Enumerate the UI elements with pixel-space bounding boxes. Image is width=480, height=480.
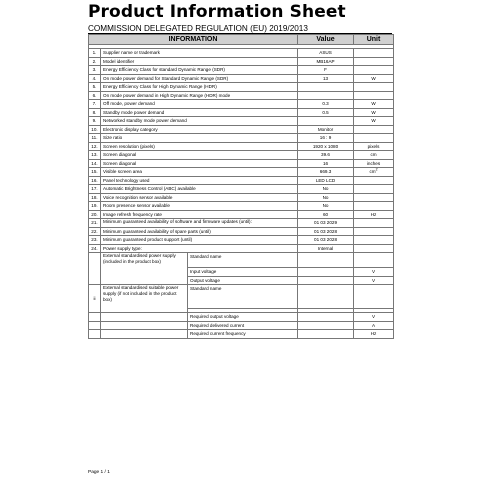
row-label: Standby mode power demand: [101, 108, 298, 117]
row-unit: [354, 66, 394, 75]
row-number: 1.: [89, 49, 101, 58]
ps-external-value-0: [298, 285, 354, 309]
ps-internal-label-0: Standard name: [188, 253, 298, 268]
row-unit: [354, 244, 394, 253]
table-row: [89, 134, 394, 143]
ps-internal-unit-2: V: [354, 276, 394, 285]
row-unit-text: pixels: [367, 143, 380, 149]
row-number: 7.: [89, 100, 101, 109]
ps-external-unit-2: A: [354, 321, 394, 330]
row-label: Voice recognition sensor available: [101, 193, 298, 202]
table-row: [89, 74, 394, 83]
ps-external-row: [89, 313, 394, 322]
row-unit: [354, 193, 394, 202]
row-number: 19.: [89, 202, 101, 211]
blank-cell: [89, 313, 101, 322]
row-number: 22.: [89, 227, 101, 236]
ps-internal-value-2: [298, 276, 354, 285]
row-unit: [354, 185, 394, 194]
table-row: [89, 159, 394, 168]
row-number: 12.: [89, 142, 101, 151]
ps-internal-value-0: [298, 253, 354, 268]
row-label: Image refresh frequency rate: [101, 210, 298, 219]
information-table: [88, 34, 394, 339]
row-label: Model identifier: [101, 57, 298, 66]
row-number: 9.: [89, 117, 101, 126]
row-unit: [354, 219, 394, 228]
row-value: 0.3: [298, 100, 354, 109]
row-unit: [354, 117, 394, 126]
row-value: MB16AP: [298, 57, 354, 66]
row-unit: [354, 91, 394, 100]
row-label: On mode power demand in High Dynamic Range (HDR) mode: [101, 91, 298, 100]
row-number: 13.: [89, 151, 101, 160]
header-value: Value: [298, 35, 354, 45]
row-value: LED LCD: [298, 176, 354, 185]
row-label: Automatic Brightness Control (ABC) available: [101, 185, 298, 194]
table-row: [89, 117, 394, 126]
ps-external-unit-1: V: [354, 313, 394, 322]
row-value: 0.5: [298, 108, 354, 117]
table-row: [89, 176, 394, 185]
row-unit: [354, 108, 394, 117]
row-unit: [354, 83, 394, 92]
row-value: 01 03 2028: [298, 227, 354, 236]
row-label: Size ratio: [101, 134, 298, 143]
row-value: [298, 117, 354, 126]
row-number: 8.: [89, 108, 101, 117]
row-unit-superscript: 2: [375, 167, 378, 172]
header-information: INFORMATION: [89, 35, 298, 45]
table-row: [89, 244, 394, 253]
row-value: ASUS: [298, 49, 354, 58]
row-label: Screen diagonal: [101, 159, 298, 168]
row-label: Screen resolution (pixels): [101, 142, 298, 151]
row-unit: [354, 227, 394, 236]
table-row: [89, 193, 394, 202]
row-number: 14.: [89, 159, 101, 168]
row-unit-text: W: [371, 75, 376, 81]
row-number: 2.: [89, 57, 101, 66]
row-unit-text: inches: [366, 160, 381, 166]
row-unit-text: Hz: [370, 211, 377, 217]
table-row: [89, 168, 394, 177]
row-unit: [354, 134, 394, 143]
row-value: [298, 83, 354, 92]
table-body: [89, 45, 394, 253]
table-row: [89, 83, 394, 92]
row-number: 23.: [89, 236, 101, 245]
table-row: [89, 219, 394, 228]
row-value: 16: [298, 159, 354, 168]
ps-external-row: [89, 285, 394, 309]
ps-internal-unit-0: [354, 253, 394, 268]
row-number: 24.: [89, 244, 101, 253]
row-unit: [354, 100, 394, 109]
table-header-row: [89, 35, 394, 45]
ps-external-label-2: Required delivered current: [188, 321, 298, 330]
ps-internal-desc: External standardised power supply (included in the product box): [101, 253, 188, 285]
ps-internal-row: [89, 253, 394, 268]
row-unit: [354, 151, 394, 160]
table-row: [89, 236, 394, 245]
ps-external-desc: External standardised suitable power supply (if not included in the product box): [101, 285, 188, 313]
row-label: Supplier name or trademark: [101, 49, 298, 58]
ps-external-row: [89, 321, 394, 330]
row-value: 13: [298, 74, 354, 83]
row-unit: [354, 142, 394, 151]
ps-external-unit-0: [354, 285, 394, 309]
table-row: [89, 57, 394, 66]
blank-cell: [101, 330, 188, 339]
ps-internal-unit-1: V: [354, 268, 394, 277]
row-number: 3.: [89, 66, 101, 75]
row-label: Minimum guaranteed availability of spare parts (until): [101, 227, 298, 236]
row-value: No: [298, 202, 354, 211]
row-number: 21.: [89, 219, 101, 228]
row-unit: [354, 125, 394, 134]
row-unit: [354, 176, 394, 185]
row-number: 4.: [89, 74, 101, 83]
table-row: [89, 227, 394, 236]
blank-cell: [101, 313, 188, 322]
row-label: Panel technology used: [101, 176, 298, 185]
row-label: Energy Efficiency Class for High Dynamic Range (HDR): [101, 83, 298, 92]
row-unit-text: cm: [370, 152, 377, 157]
ps-internal-label-1: Input voltage: [188, 268, 298, 277]
table-row: [89, 100, 394, 109]
row-number: 18.: [89, 193, 101, 202]
row-label: Screen diagonal: [101, 151, 298, 160]
row-number: 6.: [89, 91, 101, 100]
ps-external-value-1: [298, 313, 354, 322]
table-row: [89, 151, 394, 160]
row-number: 17.: [89, 185, 101, 194]
power-supply-body: [89, 253, 394, 339]
row-unit: [354, 168, 394, 177]
ps-external-row: [89, 330, 394, 339]
row-label: Minimum guaranteed availability of software and firmware updates (until):: [101, 219, 298, 228]
row-value: 01 03 2029: [298, 219, 354, 228]
table-row: [89, 202, 394, 211]
row-unit: [354, 74, 394, 83]
row-unit: [354, 49, 394, 58]
row-label: Energy Efficiency Class for standard Dynamic Range (SDR): [101, 66, 298, 75]
ps-external-value-2: [298, 321, 354, 330]
regulation-subtitle: COMMISSION DELEGATED REGULATION (EU) 2019/2013: [88, 24, 308, 33]
blank-cell: [89, 321, 101, 330]
row-value: [298, 91, 354, 100]
ps-internal-label-2: Output voltage: [188, 276, 298, 285]
row-value: 01 03 2028: [298, 236, 354, 245]
row-unit: [354, 57, 394, 66]
row-value: No: [298, 193, 354, 202]
page-footer: Page 1 / 1: [88, 470, 110, 475]
row-value: 16 : 9: [298, 134, 354, 143]
row-value: F: [298, 66, 354, 75]
row-value: Monitor: [298, 125, 354, 134]
row-label: Networked standby mode power demand: [101, 117, 298, 126]
row-number: 15.: [89, 168, 101, 177]
ps-external-label-0: Standard name: [188, 285, 298, 309]
ps-external-value-3: [298, 330, 354, 339]
row-value: Internal: [298, 244, 354, 253]
table-row: [89, 91, 394, 100]
row-label: Off mode, power demand: [101, 100, 298, 109]
table-row: [89, 210, 394, 219]
table-row: [89, 185, 394, 194]
header-unit: Unit: [354, 35, 394, 45]
row-unit-text: W: [371, 101, 376, 106]
ps-internal-marker: [89, 253, 101, 285]
row-label: Minimum guaranteed product support (until): [101, 236, 298, 245]
ps-external-unit-3: Hz: [354, 330, 394, 339]
row-unit-text: cm: [369, 169, 376, 174]
row-unit: [354, 236, 394, 245]
row-label: Room presence sensor available: [101, 202, 298, 211]
table-row: [89, 66, 394, 75]
row-number: 10.: [89, 125, 101, 134]
blank-cell: [101, 321, 188, 330]
ps-external-label-1: Required output voltage: [188, 313, 298, 322]
row-number: 16.: [89, 176, 101, 185]
ps-external-marker: ii: [89, 285, 101, 313]
row-label: Electronic display category: [101, 125, 298, 134]
row-unit-text: W: [371, 109, 376, 115]
row-label: Power supply type:: [101, 244, 298, 253]
ps-internal-value-1: [298, 268, 354, 277]
sheet-title: Product Information Sheet: [88, 2, 346, 22]
blank-cell: [89, 330, 101, 339]
row-label: Visible screen area: [101, 168, 298, 177]
row-value: No: [298, 185, 354, 194]
row-value: 39.6: [298, 151, 354, 160]
row-number: 11.: [89, 134, 101, 143]
table-row: [89, 108, 394, 117]
row-number: 5.: [89, 83, 101, 92]
row-unit: [354, 202, 394, 211]
table-row: [89, 142, 394, 151]
ps-external-label-3: Required current frequency: [188, 330, 298, 339]
row-value: 60: [298, 210, 354, 219]
row-unit: [354, 159, 394, 168]
table-row: [89, 49, 394, 58]
row-unit: [354, 210, 394, 219]
row-number: 20.: [89, 210, 101, 219]
row-value: 1920 x 1080: [298, 142, 354, 151]
row-value: 669.3: [298, 168, 354, 177]
table-row: [89, 125, 394, 134]
row-unit-text: W: [371, 118, 376, 123]
row-label: On mode power demand for Standard Dynamic Range (SDR): [101, 74, 298, 83]
